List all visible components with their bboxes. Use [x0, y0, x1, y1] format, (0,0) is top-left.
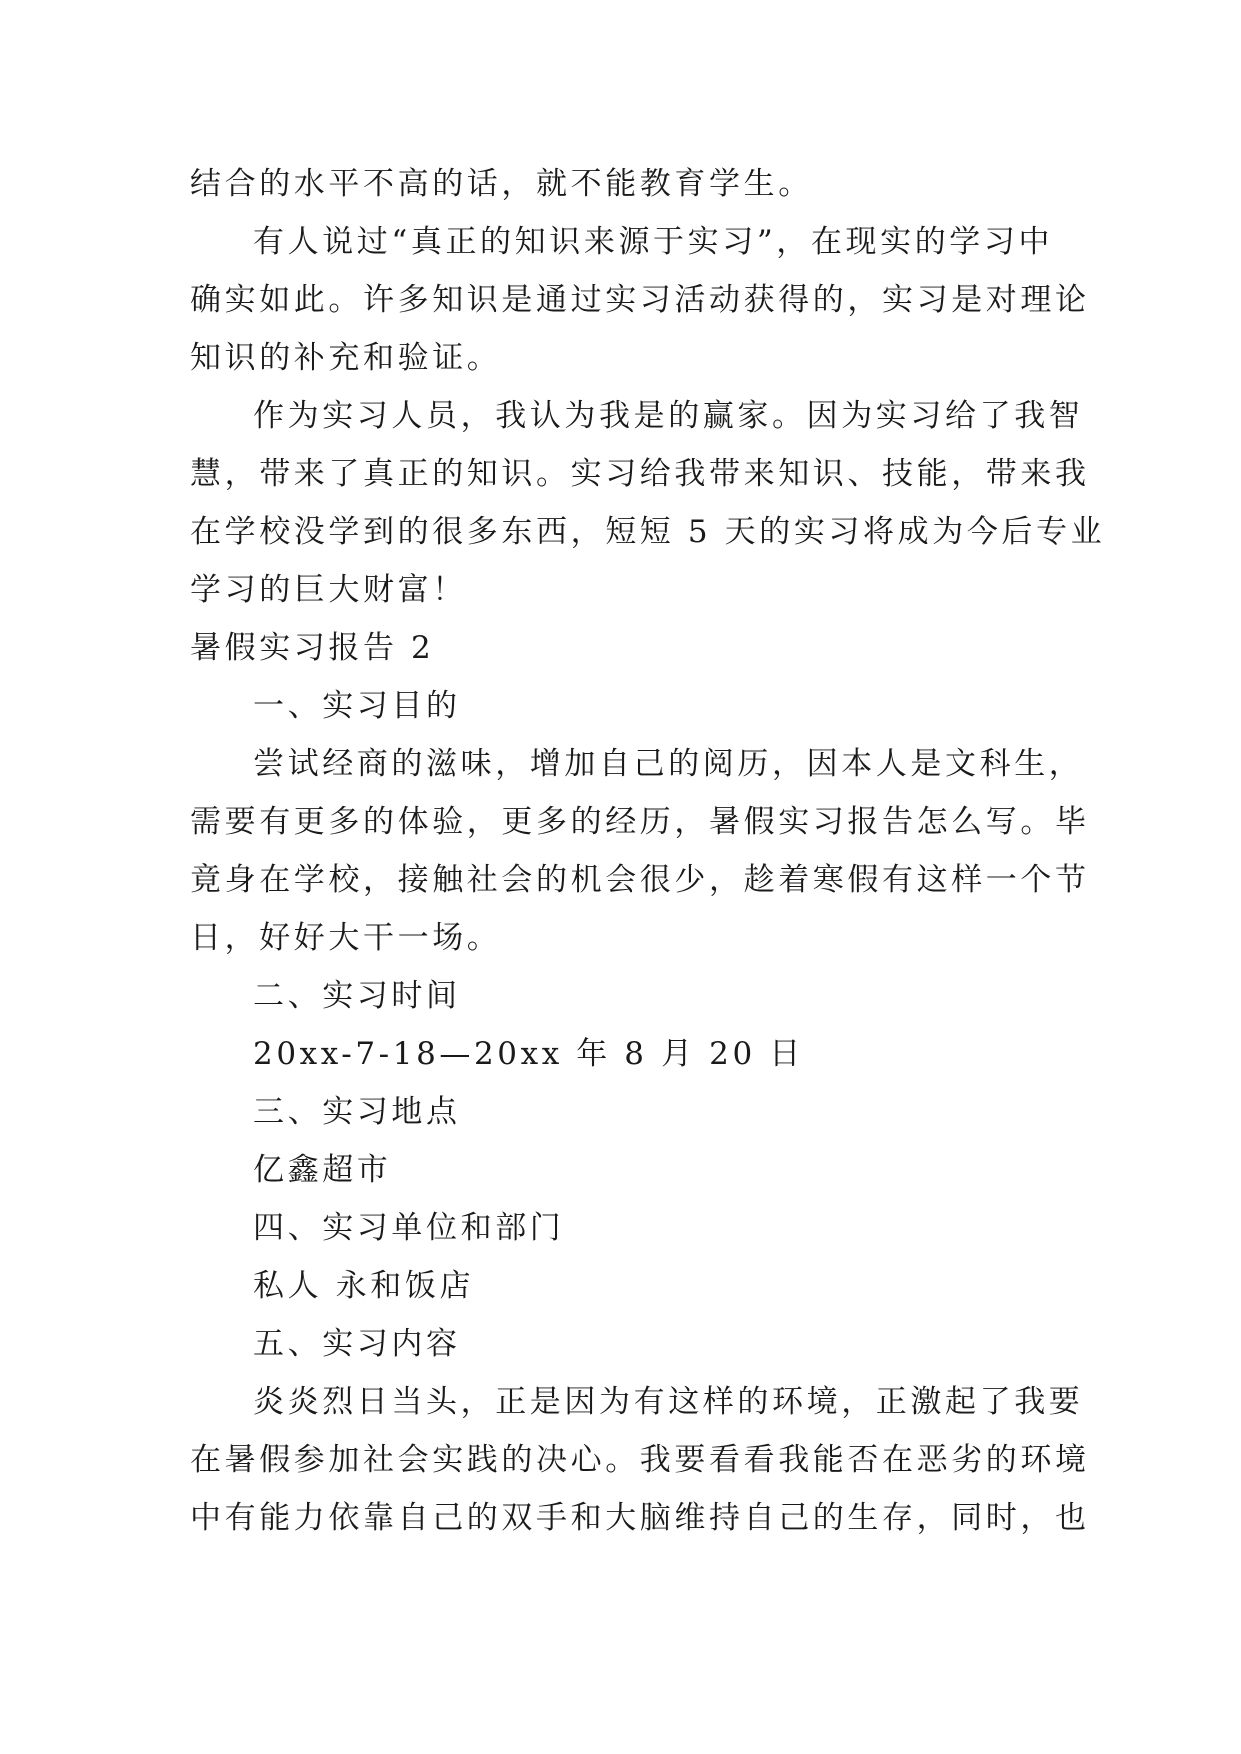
body-text-line: 在暑假参加社会实践的决心。我要看看我能否在恶劣的环境 — [190, 1442, 1090, 1478]
section-heading: 五、实习内容 — [253, 1326, 461, 1362]
date-range: 20xx-7-18—20xx 年 8 月 20 日 — [253, 1036, 804, 1072]
paragraph-first-line: 作为实习人员，我认为我是的赢家。因为实习给了我智 — [253, 398, 1084, 434]
body-text-line: 竟身在学校，接触社会的机会很少，趁着寒假有这样一个节 — [190, 862, 1090, 898]
section-heading: 四、实习单位和部门 — [253, 1210, 565, 1246]
body-text-line: 知识的补充和验证。 — [190, 340, 502, 376]
section-heading: 二、实习时间 — [253, 978, 461, 1014]
body-text-line: 学习的巨大财富！ — [190, 572, 467, 608]
body-text-line: 结合的水平不高的话，就不能教育学生。 — [190, 166, 813, 202]
paragraph-first-line: 有人说过“真正的知识来源于实习”，在现实的学习中 — [253, 224, 1054, 260]
body-text-line: 确实如此。许多知识是通过实习活动获得的，实习是对理论 — [190, 282, 1090, 318]
body-text-line: 在学校没学到的很多东西，短短 5 天的实习将成为今后专业 — [190, 514, 1106, 550]
location-text: 亿鑫超市 — [253, 1152, 392, 1188]
section-heading: 一、实习目的 — [253, 688, 461, 724]
body-text-line: 中有能力依靠自己的双手和大脑维持自己的生存，同时，也 — [190, 1500, 1090, 1536]
unit-text: 私人 永和饭店 — [253, 1268, 475, 1304]
body-text-line: 日，好好大干一场。 — [190, 920, 502, 956]
body-text-line: 需要有更多的体验，更多的经历，暑假实习报告怎么写。毕 — [190, 804, 1090, 840]
paragraph-first-line: 尝试经商的滋味，增加自己的阅历，因本人是文科生， — [253, 746, 1084, 782]
paragraph-first-line: 炎炎烈日当头，正是因为有这样的环境，正激起了我要 — [253, 1384, 1084, 1420]
section-title: 暑假实习报告 2 — [190, 630, 435, 666]
section-heading: 三、实习地点 — [253, 1094, 461, 1130]
body-text-line: 慧，带来了真正的知识。实习给我带来知识、技能，带来我 — [190, 456, 1090, 492]
